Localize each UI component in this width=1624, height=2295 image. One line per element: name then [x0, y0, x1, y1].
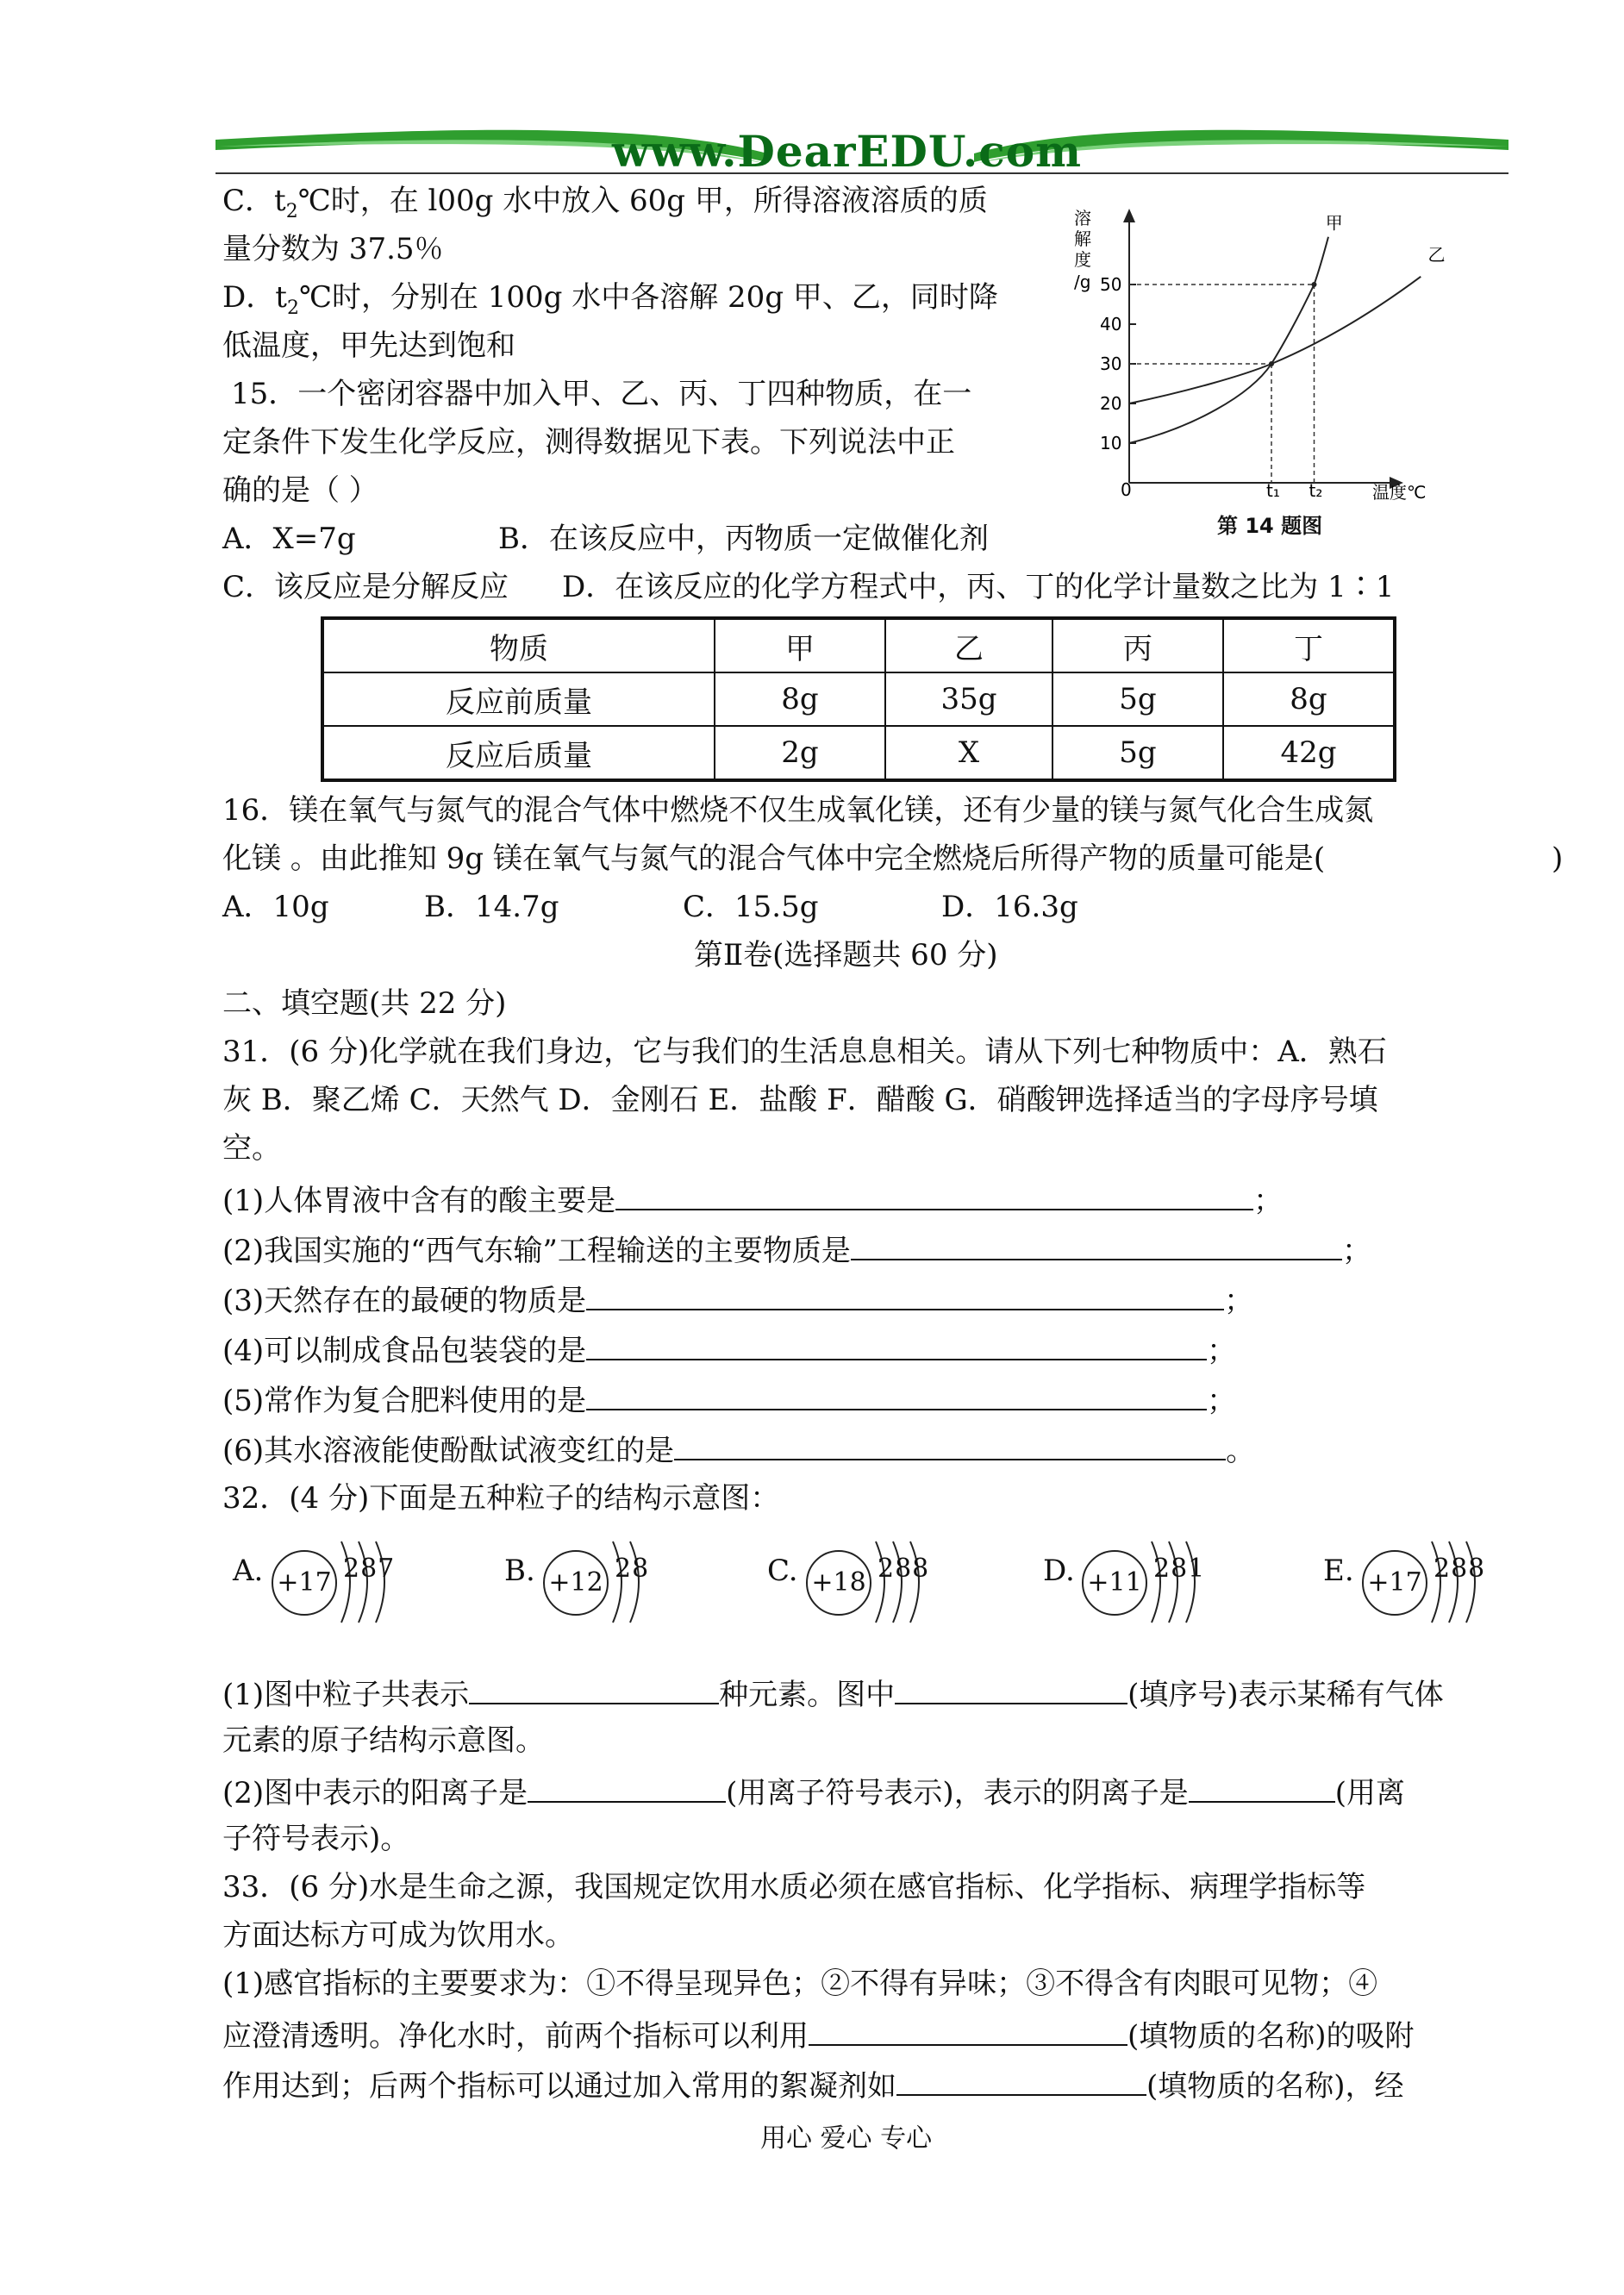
x-tick-label: t₁ — [1266, 480, 1280, 501]
q15-option-d: D．在该反应的化学方程式中，丙、丁的化学计量数之比为 1∶1 — [562, 570, 1395, 604]
chart-axes — [1123, 209, 1403, 489]
q15-option-a: A．X=7g — [222, 522, 356, 556]
q31-item-4: (4)可以制成食品包装袋的是 ； — [222, 1324, 1236, 1375]
x-tick-label: t₂ — [1309, 480, 1323, 501]
answer-blank[interactable] — [528, 1767, 726, 1803]
atom-nucleus: +17 — [272, 1550, 337, 1616]
q31-item-2: (2)我国实施的“西气东输”工程输送的主要物质是 ； — [222, 1224, 1371, 1275]
table-cell: 2g — [715, 726, 885, 780]
answer-blank[interactable] — [469, 1668, 719, 1704]
table-row — [322, 672, 1395, 726]
electron-counts: 281 — [1153, 1554, 1206, 1584]
table-row — [322, 726, 1395, 780]
q31-stem-1: 31．(6 分)化学就在我们身边，它与我们的生活息息相关。请从下列七种物质中：A．熟石 — [222, 1035, 1387, 1069]
q32-sub-1: (1)图中粒子共表示 种元素。图中 (填序号)表示某稀有气体 — [222, 1668, 1444, 1719]
atom-option-letter: D. — [1043, 1554, 1075, 1588]
atom-structure-diagram — [1323, 1535, 1547, 1638]
series-label: 乙 — [1427, 244, 1446, 266]
atom-structure-diagram — [233, 1535, 457, 1638]
electron-counts: 28 — [615, 1554, 650, 1584]
series-line — [1129, 237, 1328, 443]
q14-option-c: C．$t_2℃$时，在 l00g 水中放入 60g 甲，所得溶液溶质的质 — [222, 184, 988, 222]
table-cell: 丙 — [1052, 618, 1223, 672]
q31-item-6: (6)其水溶液能使酚酞试液变红的是 。 — [222, 1424, 1255, 1475]
answer-blank[interactable] — [809, 2010, 1127, 2046]
origin-label: 0 — [1121, 479, 1132, 500]
q16-option-b: B．14.7g — [424, 890, 559, 924]
section-title: 第Ⅱ卷(选择题共 60 分) — [694, 938, 998, 972]
atom-nucleus: +12 — [543, 1550, 609, 1616]
intersection-point — [1269, 361, 1274, 366]
q32-sub-2: (2)图中表示的阳离子是 (用离子符号表示)，表示的阴离子是 (用离 — [222, 1767, 1405, 1817]
y-tick-label: 20 — [1100, 393, 1122, 414]
y-tick-label: 50 — [1100, 274, 1122, 295]
series-line — [1129, 277, 1421, 403]
q32-sub-2-cont: 子符号表示)。 — [222, 1822, 410, 1856]
atom-option-letter: A. — [233, 1554, 264, 1588]
q16-option-a: A．10g — [222, 890, 329, 924]
q33-item-1-cont: 应澄清透明。净化水时，前两个指标可以利用 (填物质的名称)的吸附 — [222, 2010, 1415, 2060]
atom-option-letter: C. — [767, 1554, 798, 1588]
table-cell: 8g — [715, 672, 885, 726]
chart-caption: 第 14 题图 — [1217, 514, 1323, 538]
q31-stem-2: 灰 B．聚乙烯 C．天然气 D．金刚石 E．盐酸 F．醋酸 G．硝酸钾选择适当的字母序号填 — [222, 1083, 1378, 1117]
electron-counts: 288 — [878, 1554, 930, 1584]
table-cell: 5g — [1052, 672, 1223, 726]
q16-paren-close: ) — [1552, 841, 1564, 876]
q31-item-3: (3)天然存在的最硬的物质是 ； — [222, 1274, 1253, 1325]
q16-stem-2: 化镁 。由此推知 9g 镁在氧气与氮气的混合气体中完全燃烧后所得产物的质量可能是( — [222, 841, 1326, 876]
answer-blank[interactable] — [586, 1374, 1207, 1410]
q15-option-c: C．该反应是分解反应 — [222, 570, 509, 604]
q31-stem-3: 空。 — [222, 1131, 281, 1166]
table-cell: 丁 — [1223, 618, 1395, 672]
table-cell: 5g — [1052, 726, 1223, 780]
atom-option-letter: E. — [1323, 1554, 1354, 1588]
x-axis-label: 温度℃ — [1372, 482, 1427, 503]
q15-option-b: B．在该反应中，丙物质一定做催化剂 — [498, 522, 989, 556]
answer-blank[interactable] — [896, 2060, 1146, 2096]
answer-blank[interactable] — [586, 1274, 1224, 1310]
table-row — [322, 618, 1395, 672]
table-cell: 物质 — [322, 618, 715, 672]
ylabel-char-4: /g — [1074, 272, 1091, 292]
q16-option-c: C．15.5g — [683, 890, 819, 924]
q16-option-d: D．16.3g — [941, 890, 1078, 924]
reaction-data-table — [321, 616, 1396, 782]
answer-blank[interactable] — [674, 1424, 1226, 1460]
q31-item-1: (1)人体胃液中含有的酸主要是 ； — [222, 1174, 1283, 1225]
answer-blank[interactable] — [895, 1668, 1127, 1704]
ylabel-char-2: 解 — [1074, 228, 1091, 249]
series-label: 甲 — [1325, 212, 1343, 234]
atom-structure-diagram — [767, 1535, 991, 1638]
y-tick-label: 40 — [1100, 314, 1122, 335]
table-cell: 35g — [885, 672, 1052, 726]
q33-item-1: (1)感官指标的主要要求为：①不得呈现异色；②不得有异味；③不得含有肉眼可见物；④ — [222, 1967, 1378, 2001]
site-logo-text: www.DearEDU.com — [612, 126, 1083, 177]
solubility-chart — [1060, 198, 1457, 543]
table-cell: 反应前质量 — [322, 672, 715, 726]
q32-sub-1-cont: 元素的原子结构示意图。 — [222, 1723, 545, 1758]
ylabel-char-3: 度 — [1074, 249, 1091, 270]
q14-option-d-cont: 低温度，甲先达到饱和 — [222, 328, 515, 363]
atom-option-letter: B. — [504, 1554, 535, 1588]
q15-stem-3: 确的是（ ） — [222, 473, 378, 508]
q32-stem: 32．(4 分)下面是五种粒子的结构示意图： — [222, 1481, 780, 1516]
table-cell: 乙 — [885, 618, 1052, 672]
q15-stem-1: 15．一个密闭容器中加入甲、乙、丙、丁四种物质，在一 — [231, 377, 972, 411]
page-footer: 用心 爱心 专心 — [760, 2123, 933, 2154]
q16-stem-1: 16．镁在氧气与氮气的混合气体中燃烧不仅生成氧化镁，还有少量的镁与氮气化合生成氮 — [222, 793, 1374, 828]
ylabel-char-1: 溶 — [1074, 208, 1091, 228]
atom-structure-diagram — [1043, 1535, 1267, 1638]
table-cell: 甲 — [715, 618, 885, 672]
atom-structure-diagram — [504, 1535, 728, 1638]
electron-counts: 287 — [343, 1554, 396, 1584]
q31-item-5: (5)常作为复合肥料使用的是 ； — [222, 1374, 1236, 1425]
q14-option-d: D．$t_2℃$时，分别在 100g 水中各溶解 20g 甲、乙，同时降 — [222, 280, 998, 319]
q33-stem-2: 方面达标方可成为饮用水。 — [222, 1918, 574, 1953]
table-cell: X — [885, 726, 1052, 780]
answer-blank[interactable] — [851, 1224, 1342, 1260]
y-tick-label: 10 — [1100, 433, 1122, 453]
y-tick-label: 30 — [1100, 353, 1122, 374]
atom-nucleus: +17 — [1362, 1550, 1427, 1616]
atom-nucleus: +11 — [1082, 1550, 1147, 1616]
answer-blank[interactable] — [1189, 1767, 1335, 1803]
answer-blank[interactable] — [586, 1324, 1207, 1360]
q33-stem-1: 33．(6 分)水是生命之源，我国规定饮用水质必须在感官指标、化学指标、病理学指标等 — [222, 1870, 1366, 1904]
table-cell: 8g — [1223, 672, 1395, 726]
answer-blank[interactable] — [615, 1174, 1253, 1210]
header-rule — [215, 172, 1508, 174]
atom-nucleus: +18 — [806, 1550, 871, 1616]
table-cell: 42g — [1223, 726, 1395, 780]
q33-item-1-cont-2: 作用达到；后两个指标可以通过加入常用的絮凝剂如 (填物质的名称)，经 — [222, 2060, 1404, 2111]
q14-option-c-cont: 量分数为 37.5％ — [222, 232, 444, 266]
electron-counts: 288 — [1433, 1554, 1486, 1584]
part-title: 二、填空题(共 22 分) — [222, 986, 507, 1021]
q15-stem-2: 定条件下发生化学反应，测得数据见下表。下列说法中正 — [222, 425, 955, 460]
table-cell: 反应后质量 — [322, 726, 715, 780]
data-point — [1312, 282, 1317, 287]
y-axis-label — [1074, 208, 1091, 292]
